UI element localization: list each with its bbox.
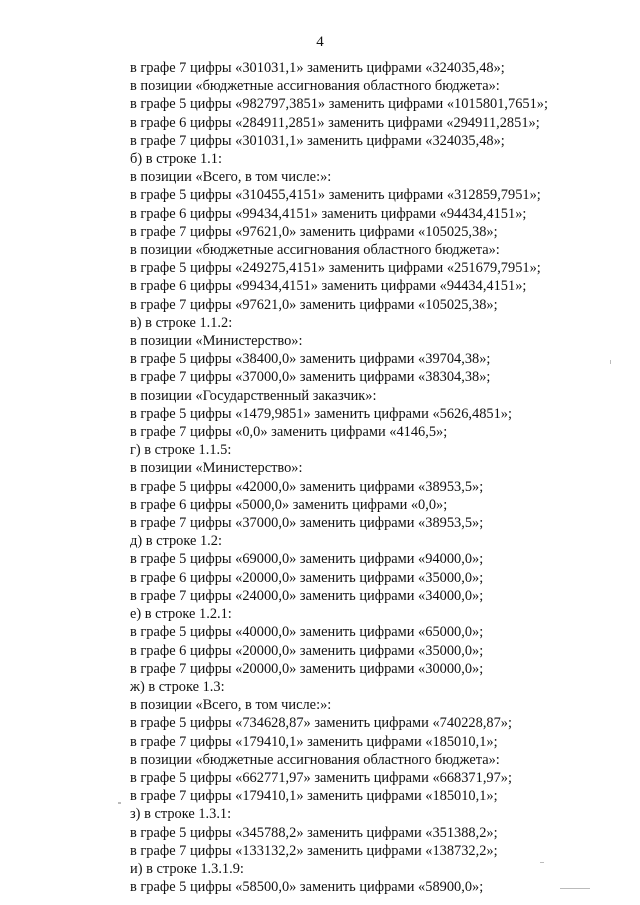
text-line: в графе 7 цифры «301031,1» заменить цифрами «324035,48»; — [130, 60, 505, 76]
text-line: в позиции «Министерство»: — [130, 333, 303, 350]
text-line: в графе 7 цифры «179410,1» заменить цифрами «185010,1»; — [130, 733, 498, 750]
text-line: в графе 5 цифры «310455,4151» заменить цифрами «312859,7951»; — [130, 187, 541, 204]
scan-mark — [118, 802, 121, 804]
text-line: в графе 7 цифры «301031,1» заменить цифрами «324035,48»; — [130, 132, 505, 149]
text-line: в графе 5 цифры «1479,9851» заменить цифрами «5626,4851»; — [130, 405, 512, 422]
text-line: в графе 7 цифры «97621,0» заменить цифрами «105025,38»; — [130, 223, 498, 240]
text-line: в графе 5 цифры «42000,0» заменить цифрами «38953,5»; — [130, 478, 484, 495]
page-number: 4 — [316, 34, 324, 50]
text-line: в позиции «Министерство»: — [130, 460, 303, 477]
text-line: ж) в строке 1.3: — [130, 678, 225, 695]
text-line: в графе 7 цифры «37000,0» заменить цифрами «38953,5»; — [130, 515, 484, 532]
text-line: в графе 5 цифры «58500,0» заменить цифрами «58900,0»; — [130, 879, 484, 896]
text-line: в графе 7 цифры «97621,0» заменить цифрами «105025,38»; — [130, 296, 498, 313]
text-line: в позиции «Государственный заказчик»: — [130, 387, 377, 404]
text-line: в графе 5 цифры «69000,0» заменить цифрами «94000,0»; — [130, 551, 484, 568]
text-line: з) в строке 1.3.1: — [130, 806, 232, 823]
text-line: в графе 7 цифры «37000,0» заменить цифрами «38304,38»; — [130, 369, 491, 386]
text-line: в позиции «Всего, в том числе:»: — [130, 697, 332, 714]
text-line: и) в строке 1.3.1.9: — [130, 860, 244, 877]
text-line: в позиции «Всего, в том числе:»: — [130, 169, 332, 186]
scan-mark — [560, 888, 590, 889]
text-line: г) в строке 1.1.5: — [130, 442, 232, 459]
text-line: б) в строке 1.1: — [130, 151, 222, 168]
text-line: в графе 6 цифры «284911,2851» заменить цифрами «294911,2851»; — [130, 114, 540, 131]
text-line: в графе 7 цифры «0,0» заменить цифрами «4146,5»; — [130, 424, 448, 441]
text-line: в позиции «бюджетные ассигнования областного бюджета»: — [130, 242, 500, 259]
text-line: в графе 7 цифры «20000,0» заменить цифрами «30000,0»; — [130, 660, 484, 677]
text-line: в графе 5 цифры «345788,2» заменить цифрами «351388,2»; — [130, 824, 498, 841]
text-line: в графе 6 цифры «20000,0» заменить цифрами «35000,0»; — [130, 569, 484, 586]
text-line: в графе 7 цифры «133132,2» заменить цифрами «138732,2»; — [130, 842, 498, 859]
text-line: в) в строке 1.1.2: — [130, 314, 233, 331]
text-line: в графе 6 цифры «5000,0» заменить цифрами «0,0»; — [130, 496, 448, 513]
text-line: в позиции «бюджетные ассигнования областного бюджета»: — [130, 78, 500, 95]
text-line: в графе 6 цифры «20000,0» заменить цифрами «35000,0»; — [130, 642, 484, 659]
text-line: в графе 5 цифры «40000,0» заменить цифрами «65000,0»; — [130, 624, 484, 641]
text-line: в графе 6 цифры «99434,4151» заменить цифрами «94434,4151»; — [130, 278, 527, 295]
text-line: е) в строке 1.2.1: — [130, 606, 232, 623]
scan-mark — [540, 862, 544, 863]
text-line: в графе 5 цифры «38400,0» заменить цифрами «39704,38»; — [130, 351, 491, 368]
text-line: в графе 6 цифры «99434,4151» заменить цифрами «94434,4151»; — [130, 205, 527, 222]
text-line: в графе 5 цифры «249275,4151» заменить цифрами «251679,7951»; — [130, 260, 541, 277]
text-line: в графе 5 цифры «734628,87» заменить цифрами «740228,87»; — [130, 715, 512, 732]
text-line: д) в строке 1.2: — [130, 533, 222, 550]
scan-mark — [610, 360, 611, 364]
text-line: в графе 7 цифры «24000,0» заменить цифрами «34000,0»; — [130, 587, 484, 604]
text-line: в графе 7 цифры «179410,1» заменить цифрами «185010,1»; — [130, 788, 498, 805]
text-line: в позиции «бюджетные ассигнования областного бюджета»: — [130, 751, 500, 768]
text-line: в графе 5 цифры «982797,3851» заменить цифрами «1015801,7651»; — [130, 96, 548, 113]
text-line: в графе 5 цифры «662771,97» заменить цифрами «668371,97»; — [130, 769, 512, 786]
document-body — [130, 59, 590, 896]
